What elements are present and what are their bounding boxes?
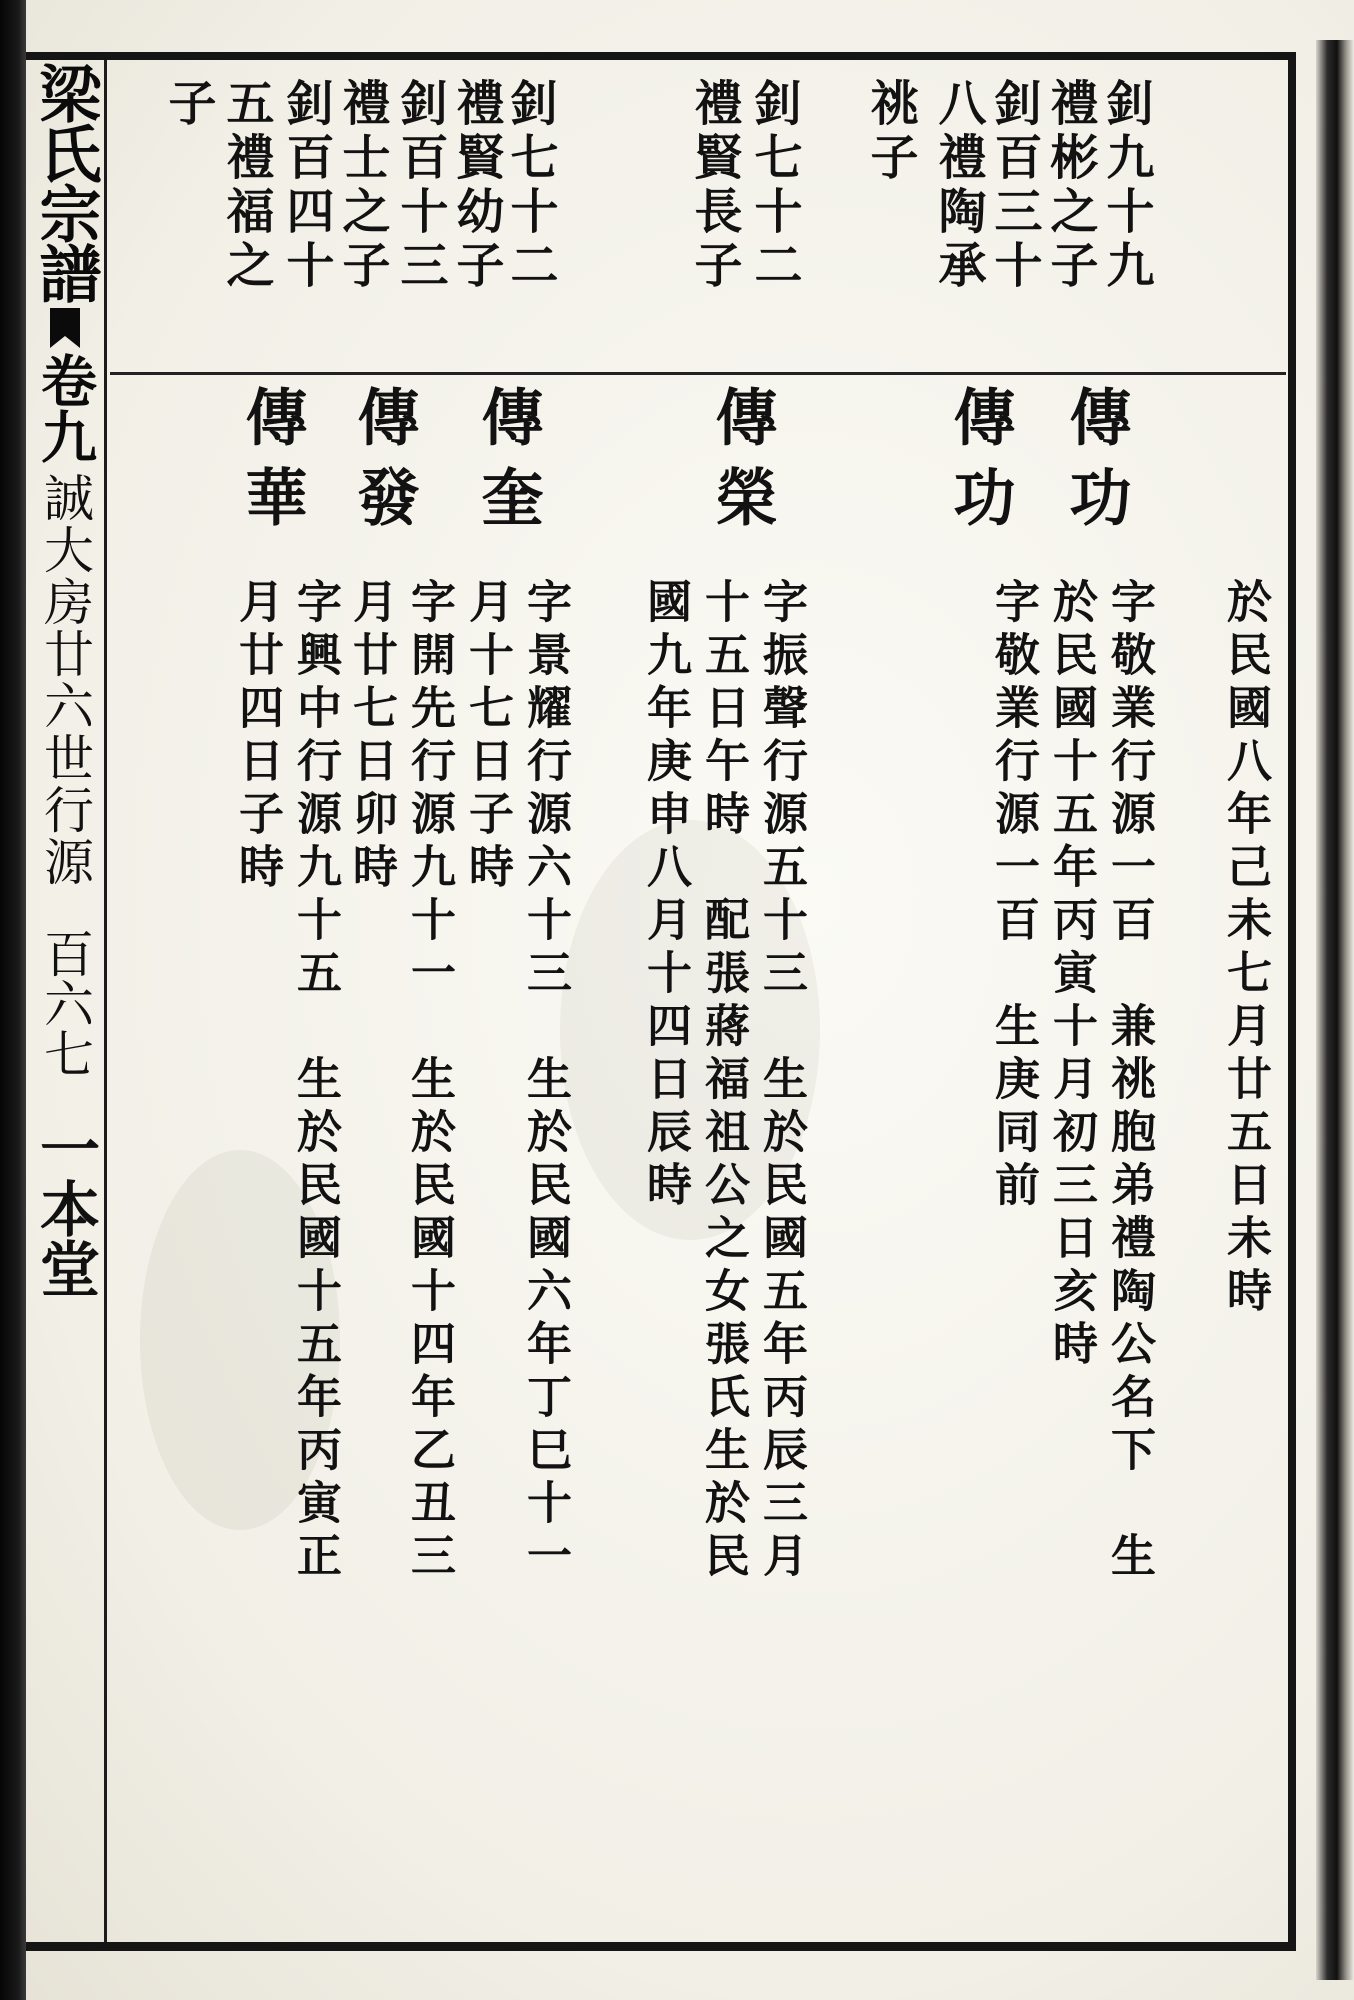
page-number: 百六七 [36,928,94,1078]
entry-detail: 字敬業行源一百 生庚同前 [987,578,1040,1214]
entry-detail: 月十七日子時 [461,578,514,896]
entry-detail: 字開先行源九十一 生於民國十四年乙丑三 [403,578,456,1585]
top-column: 釗百四十 [278,78,334,294]
top-column: 禮彬之子 [1042,78,1098,294]
fishtail-mark [50,308,80,348]
entry-name: 傳奎 [471,385,544,545]
entry-detail: 十五日午時 配張蔣福祖公之女張氏生於民 [697,578,750,1585]
entry-detail: 字興中行源九十五 生於民國十五年丙寅正 [289,578,342,1585]
section-label: 誠大房廿六世行源 [36,472,94,888]
section-divider [110,372,1286,375]
frame-border-bottom [26,1942,1296,1951]
entry-detail: 字景耀行源六十三 生於民國六年丁巳十一 [519,578,572,1585]
hall-name: 一本堂 [30,1118,100,1298]
entry-name: 傳功 [943,385,1016,545]
top-column: 釗百三十 [986,78,1042,294]
spine-divider-line [104,60,107,1942]
page-edge [1316,40,1354,1980]
entry-detail: 月廿七日卯時 [345,578,398,896]
top-column: 五禮福之 [218,78,274,294]
entry-name: 傳功 [1059,385,1132,545]
entry-detail: 月廿四日子時 [231,578,284,896]
entry-detail: 字敬業行源一百 兼祧胞弟禮陶公名下 生 [1103,578,1156,1585]
continuation-text: 於民國八年己未七月廿五日未時 [1219,578,1272,1320]
book-title: 梁氏宗譜 [29,62,102,302]
top-column: 子 [160,78,216,132]
top-column: 禮賢幼子 [448,78,504,294]
top-column: 釗九十九 [1098,78,1154,294]
frame-border-right [1288,52,1296,1951]
top-column: 祧子 [862,78,918,186]
top-column: 釗七十二 [502,78,558,294]
entry-name: 傳榮 [705,385,778,545]
entry-name: 傳發 [347,385,420,545]
book-binding [0,0,26,2000]
top-column: 釗七十二 [746,78,802,294]
entry-detail: 國九年庚申八月十四日辰時 [639,578,692,1214]
top-column: 八禮陶承 [930,78,986,294]
frame-border-top [26,52,1296,60]
entry-name: 傳華 [235,385,308,545]
volume-label: 卷九 [32,352,98,464]
entry-detail: 於民國十五年丙寅十月初三日亥時 [1045,578,1098,1373]
top-column: 釗百十三 [392,78,448,294]
top-column: 禮賢長子 [686,78,742,294]
entry-detail: 字振聲行源五十三 生於民國五年丙辰三月 [755,578,808,1585]
top-column: 禮士之子 [334,78,390,294]
page-spine [26,62,104,1940]
